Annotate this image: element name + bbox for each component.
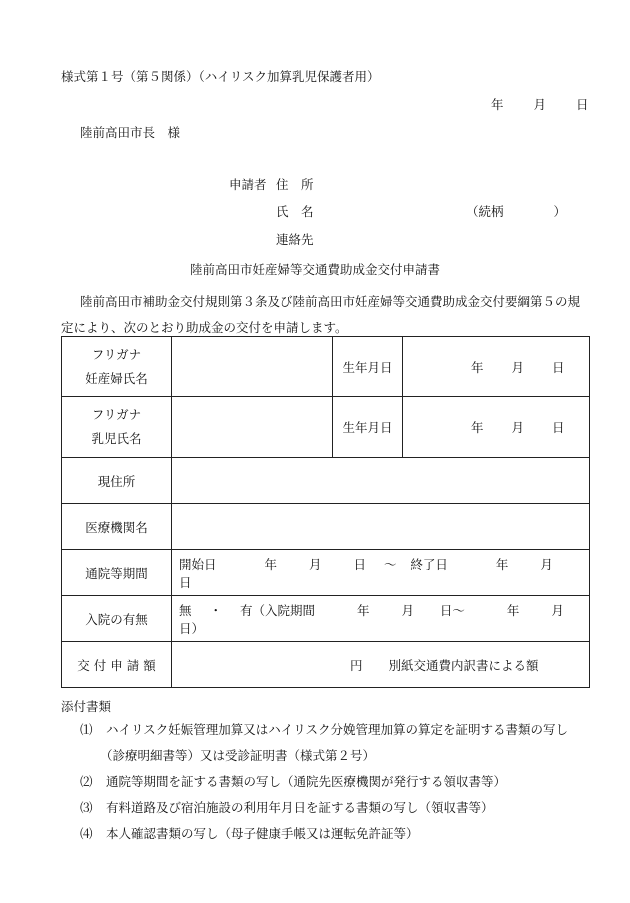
address-label: 住 所 xyxy=(276,177,314,192)
start-day: 日 xyxy=(353,556,366,572)
end-date-label: 終了日 xyxy=(410,556,448,572)
furigana-label: フリガナ xyxy=(91,346,142,362)
period-tilde: ～ xyxy=(383,556,397,572)
hospitalization-label: 入院の有無 xyxy=(62,596,172,642)
intro-line-2: 定により、次のとおり助成金の交付を申請します。 xyxy=(61,320,348,335)
date-day: 日 xyxy=(575,97,589,112)
hosp-end-day: 日） xyxy=(179,620,205,636)
hosp-start-year: 年 xyxy=(356,602,370,618)
grant-amount-label: 交 付 申 請 額 xyxy=(62,642,172,688)
current-address-field[interactable] xyxy=(172,458,590,504)
hosp-start-day: 日～ xyxy=(439,602,465,618)
hospitalization-yes[interactable]: 有（入院期間 xyxy=(239,602,315,618)
infant-dob-field[interactable] xyxy=(403,397,590,458)
dob-year: 年 xyxy=(471,420,484,435)
dob-month: 月 xyxy=(511,359,525,375)
table-row xyxy=(62,397,590,458)
attachment-num-3: ⑶ xyxy=(80,800,93,815)
applicant-label: 申請者 xyxy=(229,177,267,192)
relation-label: （続柄 ） xyxy=(466,204,567,219)
date-month: 月 xyxy=(533,97,546,112)
start-year: 年 xyxy=(264,556,277,572)
infant-name-field[interactable] xyxy=(172,397,333,458)
attachment-item-3: 有料道路及び宿泊施設の利用年月日を証する書類の写し（領収書等） xyxy=(106,800,494,815)
attachment-item-1-cont: （診療明細書等）又は受診証明書（様式第２号） xyxy=(100,748,376,763)
attachment-item-2: 通院等期間を証する書類の写し（通院先医療機関が発行する領収書等） xyxy=(106,774,507,789)
end-day: 日 xyxy=(179,574,192,590)
document-title: 陸前高田市妊産婦等交通費助成金交付申請書 xyxy=(189,262,440,277)
end-year: 年 xyxy=(495,556,509,572)
hosp-start-month: 月 xyxy=(401,602,414,618)
table-row xyxy=(62,596,590,642)
table-row xyxy=(62,337,590,397)
visit-period-field[interactable] xyxy=(172,550,590,596)
table-row xyxy=(62,642,590,688)
end-month: 月 xyxy=(540,556,553,572)
attachment-num-1: ⑴ xyxy=(80,722,93,737)
hosp-end-year: 年 xyxy=(506,602,520,618)
mother-dob-label: 生年月日 xyxy=(333,337,403,397)
mother-name-field[interactable] xyxy=(172,337,333,397)
medical-institution-field[interactable] xyxy=(172,504,590,550)
hosp-end-month: 月 xyxy=(551,602,564,618)
form-number: 様式第１号（第５関係）（ハイリスク加算乳児保護者用） xyxy=(61,69,380,84)
infant-name-label-cell xyxy=(62,397,172,458)
dob-year: 年 xyxy=(471,359,484,375)
attachment-item-4: 本人確認書類の写し（母子健康手帳又は運転免許証等） xyxy=(106,826,419,841)
date-line xyxy=(491,95,588,113)
hospitalization-field[interactable] xyxy=(172,596,590,642)
yen-unit: 円 xyxy=(350,657,363,673)
application-table xyxy=(61,336,590,688)
mother-name-label-cell xyxy=(62,337,172,397)
infant-name-label: 乳児氏名 xyxy=(91,431,142,446)
attachment-num-2: ⑵ xyxy=(80,774,93,789)
mother-name-label: 妊産婦氏名 xyxy=(85,370,148,386)
contact-label: 連絡先 xyxy=(276,232,314,247)
medical-institution-label: 医療機関名 xyxy=(62,504,172,550)
name-label: 氏 名 xyxy=(276,204,314,219)
table-row xyxy=(62,458,590,504)
attachment-num-4: ⑷ xyxy=(80,826,93,841)
table-row xyxy=(62,550,590,596)
attachments-heading: 添付書類 xyxy=(61,699,112,714)
visit-period-label: 通院等期間 xyxy=(62,550,172,596)
mother-dob-field[interactable] xyxy=(403,337,590,397)
grant-amount-note: 別紙交通費内訳書による額 xyxy=(388,657,539,673)
dob-day: 日 xyxy=(552,420,565,435)
start-month: 月 xyxy=(308,556,322,572)
furigana-label: フリガナ xyxy=(91,407,142,422)
attachment-item-1: ハイリスク妊娠管理加算又はハイリスク分娩管理加算の算定を証明する書類の写し xyxy=(106,722,569,737)
intro-line-1: 陸前高田市補助金交付規則第３条及び陸前高田市妊産婦等交通費助成金交付要綱第５の規 xyxy=(80,294,581,309)
hospitalization-none[interactable]: 無 xyxy=(179,602,192,618)
dob-day: 日 xyxy=(552,359,565,375)
dob-month: 月 xyxy=(511,420,525,435)
table-row xyxy=(62,504,590,550)
infant-dob-label: 生年月日 xyxy=(333,397,403,458)
current-address-label: 現住所 xyxy=(62,458,172,504)
addressee: 陸前高田市長 様 xyxy=(80,125,181,140)
grant-amount-field[interactable] xyxy=(172,642,590,688)
hospitalization-separator: ・ xyxy=(209,602,222,618)
start-date-label: 開始日 xyxy=(179,556,217,572)
date-year: 年 xyxy=(491,97,504,112)
